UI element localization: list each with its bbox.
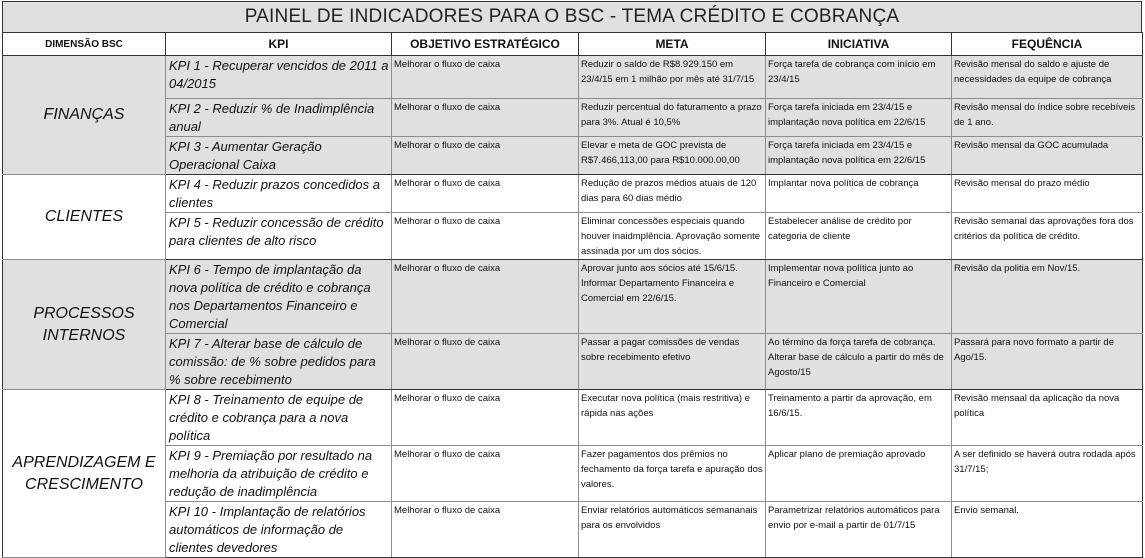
goal-cell: Executar nova política (mais restritiva) e rápida nas ações <box>579 390 766 446</box>
dimension-financas: FINANÇAS <box>3 56 166 175</box>
objective-cell: Melhorar o fluxo de caixa <box>392 390 579 446</box>
goal-cell: Eliminar concessões especiais quando houver inaidmplência. Aprovação somente assinada por um dos sócios. <box>579 213 766 260</box>
frequency-cell: Revisão mensaal da aplicação da nova política <box>952 390 1143 446</box>
table-row <box>3 334 1143 390</box>
goal-cell: Fazer pagamentos dos prêmios no fechamento da força tarefa e apuração dos valores. <box>579 446 766 502</box>
frequency-cell: Passará para novo formato a partir de Ago/15. <box>952 334 1143 390</box>
table-row <box>3 502 1143 558</box>
goal-cell: Enviar relatórios automáticos semananais para os envolvidos <box>579 502 766 558</box>
objective-cell: Melhorar o fluxo de caixa <box>392 260 579 334</box>
header-objective: OBJETIVO ESTRATÉGICO <box>392 33 579 56</box>
initiative-cell: Força tarefa iniciada em 23/4/15 e implantação nova política em 22/6/15 <box>766 99 952 137</box>
initiative-cell: Parametrizar relatórios automáticos para envio por e-mail a partir de 01/7/15 <box>766 502 952 558</box>
frequency-cell: Revisão da politia em Nov/15. <box>952 260 1143 334</box>
frequency-cell: A ser definido se haverá outra rodada após 31/7/15; <box>952 446 1143 502</box>
table-row <box>3 260 1143 334</box>
header-goal: META <box>579 33 766 56</box>
kpi-cell: KPI 2 - Reduzir % de Inadimplência anual <box>166 99 392 137</box>
header-frequency: FEQUÊNCIA <box>952 33 1143 56</box>
objective-cell: Melhorar o fluxo de caixa <box>392 137 579 175</box>
table-row <box>3 390 1143 446</box>
table-row <box>3 446 1143 502</box>
kpi-cell: KPI 7 - Alterar base de cálculo de comissão: de % sobre pedidos para % sobre recebimento <box>166 334 392 390</box>
kpi-cell: KPI 5 - Reduzir concessão de crédito para clientes de alto risco <box>166 213 392 260</box>
dimension-aprendizagem-crescimento: APRENDIZAGEM E CRESCIMENTO <box>3 390 166 558</box>
table-row <box>3 99 1143 137</box>
header-dimension: DIMENSÃO BSC <box>3 33 166 56</box>
initiative-cell: Implantar nova política de cobrança <box>766 175 952 213</box>
panel-title: PAINEL DE INDICADORES PARA O BSC - TEMA CRÉDITO E COBRANÇA <box>2 1 1142 32</box>
frequency-cell: Revisão mensal do prazo médio <box>952 175 1143 213</box>
initiative-cell: Treinamento a partir da aprovação, em 16/6/15. <box>766 390 952 446</box>
header-initiative: INICIATIVA <box>766 33 952 56</box>
frequency-cell: Revisão semanal das aprovações fora dos critérios da política de crédito. <box>952 213 1143 260</box>
objective-cell: Melhorar o fluxo de caixa <box>392 446 579 502</box>
initiative-cell: Força tarefa de cobrança com início em 23/4/15 <box>766 56 952 99</box>
kpi-cell: KPI 6 - Tempo de implantação da nova política de crédito e cobrança nos Departamentos Financeiro e Comercial <box>166 260 392 334</box>
goal-cell: Reduzir percentual do faturamento a prazo para 3%. Atual é 10,5% <box>579 99 766 137</box>
objective-cell: Melhorar o fluxo de caixa <box>392 175 579 213</box>
kpi-cell: KPI 9 - Premiação por resultado na melhoria da atribuição de crédito e redução de inadimplência <box>166 446 392 502</box>
initiative-cell: Ao término da força tarefa de cobrança. Alterar base de cálculo a partir do mês de Agosto/15 <box>766 334 952 390</box>
frequency-cell: Revisão mensal do saldo e ajuste de necessidades da equipe de cobrança <box>952 56 1143 99</box>
initiative-cell: Aplicar plano de premiação aprovado <box>766 446 952 502</box>
header-row <box>3 33 1143 56</box>
objective-cell: Melhorar o fluxo de caixa <box>392 213 579 260</box>
kpi-cell: KPI 10 - Implantação de relatórios automáticos de informação de clientes devedores <box>166 502 392 558</box>
frequency-cell: Revisão mensal do índice sobre recebíveis de 1 ano. <box>952 99 1143 137</box>
initiative-cell: Força tarefa iniciada em 23/4/15 e implantação nova política em 22/6/15 <box>766 137 952 175</box>
goal-cell: Elevar e meta de GOC prevista de R$7.466,113,00 para R$10.000.00,00 <box>579 137 766 175</box>
objective-cell: Melhorar o fluxo de caixa <box>392 99 579 137</box>
kpi-cell: KPI 3 - Aumentar Geração Operacional Caixa <box>166 137 392 175</box>
dimension-processos-internos: PROCESSOS INTERNOS <box>3 260 166 390</box>
table-row <box>3 137 1143 175</box>
initiative-cell: Implementar nova política junto ao Financeiro e Comercial <box>766 260 952 334</box>
initiative-cell: Estabelecer análise de crédito por categoria de cliente <box>766 213 952 260</box>
bsc-panel <box>2 1 1142 555</box>
goal-cell: Redução de prazos médios atuais de 120 dias para 60 dias médio <box>579 175 766 213</box>
table-row <box>3 213 1143 260</box>
table-row <box>3 56 1143 99</box>
goal-cell: Aprovar junto aos sócios até 15/6/15. Informar Departamento Financeira e Comercial em 22/6/15. <box>579 260 766 334</box>
objective-cell: Melhorar o fluxo de caixa <box>392 334 579 390</box>
table-row <box>3 175 1143 213</box>
frequency-cell: Revisão mensal da GOC acumulada <box>952 137 1143 175</box>
dimension-clientes: CLIENTES <box>3 175 166 260</box>
goal-cell: Reduzir o saldo de R$8.929.150 em 23/4/15 em 1 milhão por mês até 31/7/15 <box>579 56 766 99</box>
kpi-cell: KPI 8 - Treinamento de equipe de crédito e cobrança para a nova política <box>166 390 392 446</box>
objective-cell: Melhorar o fluxo de caixa <box>392 56 579 99</box>
bsc-table <box>2 32 1143 558</box>
goal-cell: Passar a pagar comissões de vendas sobre recebimento efetivo <box>579 334 766 390</box>
objective-cell: Melhorar o fluxo de caixa <box>392 502 579 558</box>
kpi-cell: KPI 1 - Recuperar vencidos de 2011 a 04/2015 <box>166 56 392 99</box>
header-kpi: KPI <box>166 33 392 56</box>
kpi-cell: KPI 4 - Reduzir prazos concedidos a clientes <box>166 175 392 213</box>
frequency-cell: Envio semanal. <box>952 502 1143 558</box>
